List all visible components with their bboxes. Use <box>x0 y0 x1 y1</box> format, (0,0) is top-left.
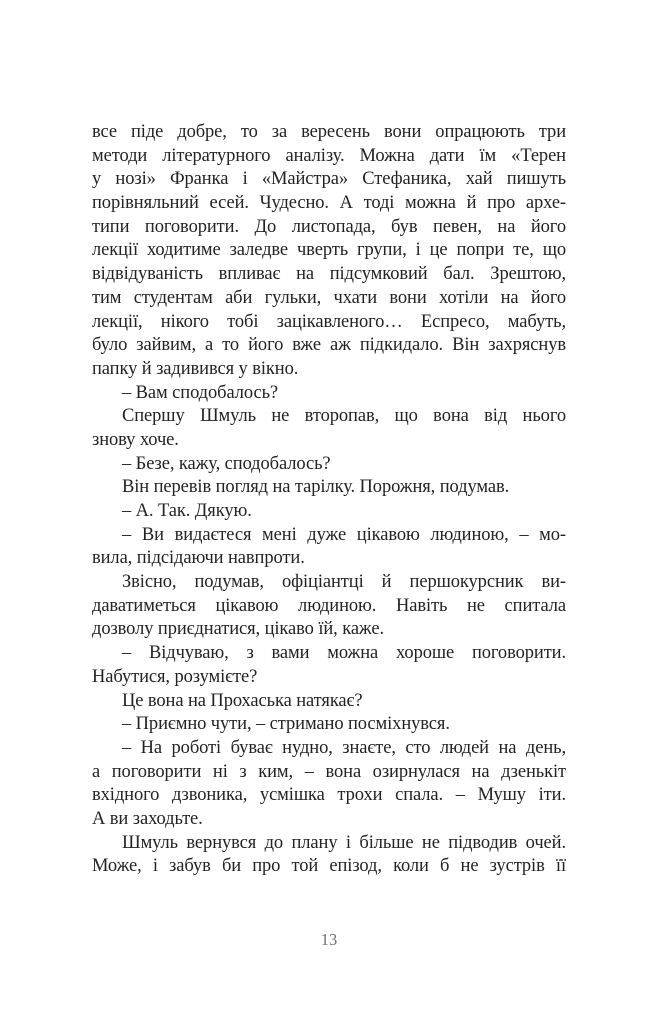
text-line: відвідуваність впливає на підсумковий бал. Зрештою, <box>92 264 566 285</box>
text-line: Він перевів погляд на тарілку. Порожня, подумав. <box>122 477 510 498</box>
text-line: Набутися, розумієте? <box>92 666 258 687</box>
page-text <box>92 121 566 879</box>
text-line: лекції, нікого тобі зацікавленого… Еспресо, мабуть, <box>92 311 566 332</box>
text-line: – А. Так. Дякую. <box>122 501 252 521</box>
text-line: а поговорити ні з ким, – вона озирнулася на дзенькіт <box>92 761 566 782</box>
page-number: 13 <box>320 930 338 949</box>
text-line: – Приємно чути, – стримано посміхнувся. <box>122 714 450 735</box>
text-line: вхідного дзвоника, усмішка трохи спала. – Мушу іти. <box>92 785 566 806</box>
text-line: знову хоче. <box>92 429 179 450</box>
text-line: – Вам сподобалось? <box>122 382 279 403</box>
text-line: – Відчуваю, з вами можна хороше поговорити. <box>122 643 566 664</box>
text-line: – Ви видаєтеся мені дуже цікавою людиною, – мо- <box>122 524 566 545</box>
text-line: лекції ходитиме заледве чверть групи, і це попри те, що <box>92 240 566 261</box>
text-line: вила, підсідаючи навпроти. <box>92 548 305 569</box>
text-line: Спершу Шмуль не второпав, що вона від нього <box>122 406 566 427</box>
text-line: – На роботі буває нудно, знаєте, сто людей на день, <box>122 737 566 758</box>
text-line: – Безе, кажу, сподобалось? <box>122 453 331 474</box>
text-line: тим студентам аби гульки, чхати вони хотіли на його <box>92 287 566 308</box>
text-line: А ви заходьте. <box>92 808 203 829</box>
text-line: у нозі» Франка і «Майстра» Стефаника, хай пишуть <box>92 169 566 190</box>
text-line: Може, і забув би про той епізод, коли б не зустрів її <box>92 856 566 877</box>
text-line: порівняльний есей. Чудесно. А тоді можна й про архе- <box>92 193 566 214</box>
text-line: Це вона на Прохаська натякає? <box>122 690 363 711</box>
text-line: все піде добре, то за вересень вони опрацюють три <box>92 122 566 142</box>
text-line: дозволу приєднатися, цікаво їй, каже. <box>92 619 385 640</box>
text-line: типи поговорити. До листопада, був певен, на його <box>92 216 566 237</box>
text-line: папку й задивився у вікно. <box>92 358 299 379</box>
text-line: Шмуль вернувся до плану і більше не підводив очей. <box>122 832 566 853</box>
text-line: Звісно, подумав, офіціантці й першокурсник ви- <box>122 572 566 593</box>
text-line: методи літературного аналізу. Можна дати їм «Терен <box>92 145 566 166</box>
text-line: було зайвим, а то його вже аж підкидало. Він захряснув <box>92 335 566 356</box>
text-line: даватиметься цікавою людиною. Навіть не спитала <box>92 595 566 616</box>
